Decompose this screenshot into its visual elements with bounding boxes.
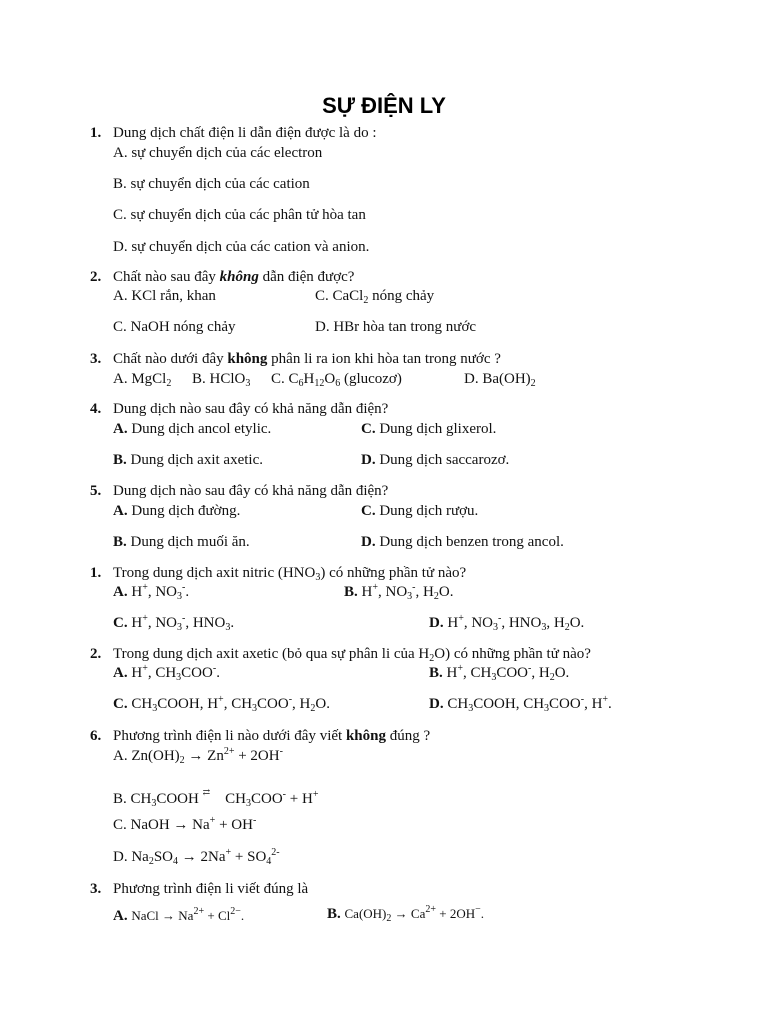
answer-option: D. sự chuyển dịch của các cation và anion. (113, 239, 370, 255)
answer-option: A. NaCl → $Na^{2+} + Cl^{2-}$. (113, 906, 245, 924)
answer-option: A. H+, $NO_3^-$. (113, 582, 190, 602)
answer-option: B. $Ca(OH)_2 \to Ca^{2+} + 2OH^-$. (327, 904, 484, 924)
answer-option: C. NaOH nóng chảy (113, 319, 236, 335)
question-text: Phương trình điện li viết đúng là (113, 881, 309, 897)
answer-option: D. $CH_3COOH$, $CH_3COO^-$, H+. (429, 694, 612, 714)
answer-option: A. H+, $CH_3COO^-$. (113, 663, 220, 683)
answer-option: D. H+, $NO_3^-$, $HNO_3$, $H_2O$. (429, 613, 585, 633)
question-number: 3. (90, 881, 102, 897)
answer-option: D. Dung dịch saccarozơ. (361, 452, 510, 468)
answer-option: D. $Na_2SO_4 \to 2Na^+ + SO_4^{2-}$ (113, 847, 280, 867)
answer-option: D. Dung dịch benzen trong ancol. (361, 534, 564, 550)
question-number: 5. (90, 483, 102, 499)
answer-option: C. H+, $NO_3^-$, $HNO_3$. (113, 613, 235, 633)
answer-option: C. Dung dịch glixerol. (361, 421, 497, 437)
answer-option: C. $C_6H_{12}O_6$ (glucozơ) (271, 371, 402, 389)
answer-option: C. sự chuyển dịch của các phân tử hòa tan (113, 207, 366, 223)
page-title: SỰ ĐIỆN LY (322, 93, 446, 118)
answer-option: A. MgCl$_2$ (113, 371, 172, 389)
answer-option: A. $Zn(OH)_2 \to Zn^{2+} + 2OH^-$ (113, 746, 283, 766)
equilibrium-arrow-icon: ⇄ (202, 787, 211, 797)
answer-option: A. Dung dịch ancol etylic. (113, 421, 272, 437)
question-text: Chất nào sau đây không dẫn điện được? (113, 269, 355, 285)
answer-option: B. $CH_3COOH$ ⇄ $CH_3COO^- + H^+$ (113, 787, 319, 809)
question-number: 6. (90, 728, 102, 744)
answer-option: B. HClO$_3$ (192, 371, 251, 389)
answer-option: B. Dung dịch axit axetic. (113, 452, 263, 468)
question-text: Trong dung dịch axit axetic (bỏ qua sự phân li của $H_2O$) có những phần tử nào? (113, 646, 591, 664)
question-number: 2. (90, 646, 102, 662)
answer-option: A. Dung dịch đường. (113, 503, 241, 519)
question-text: Dung dịch nào sau đây có khả năng dẫn điện? (113, 483, 389, 499)
answer-option: D. $Ba(OH)_2$ (464, 371, 536, 389)
answer-option: A. KCl rắn, khan (113, 288, 216, 304)
answer-option: C. $CH_3COOH$, H+, $CH_3COO^-$, $H_2O$. (113, 694, 330, 714)
question-number: 1. (90, 565, 102, 581)
answer-option: B. sự chuyển dịch của các cation (113, 176, 310, 192)
answer-option: D. HBr hòa tan trong nước (315, 319, 477, 335)
question-number: 2. (90, 269, 102, 285)
question-number: 3. (90, 351, 102, 367)
answer-option: B. H+, $CH_3COO^-$, $H_2O$. (429, 663, 570, 683)
question-text: Dung dịch nào sau đây có khả năng dẫn điện? (113, 401, 389, 417)
answer-option: A. sự chuyển dịch của các electron (113, 145, 323, 161)
question-text: Phương trình điện li nào dưới đây viết không đúng ? (113, 728, 431, 744)
answer-option: B. Dung dịch muối ăn. (113, 534, 250, 550)
question-number: 4. (90, 401, 102, 417)
answer-option: C. CaCl$_2$ nóng chảy (315, 288, 435, 306)
question-text: Dung dịch chất điện li dẫn điện được là do : (113, 125, 377, 141)
question-number: 1. (90, 125, 102, 141)
question-text: Chất nào dưới đây không phân li ra ion khi hòa tan trong nước ? (113, 351, 501, 367)
answer-option: C. Dung dịch rượu. (361, 503, 479, 519)
answer-option: C. NaOH → Na+ + OH- (113, 815, 257, 833)
answer-option: B. H+, $NO_3^-$, $H_2O$. (344, 582, 454, 602)
question-text: Trong dung dịch axit nitric $(HNO_3)$ có những phần tử nào? (113, 565, 467, 583)
